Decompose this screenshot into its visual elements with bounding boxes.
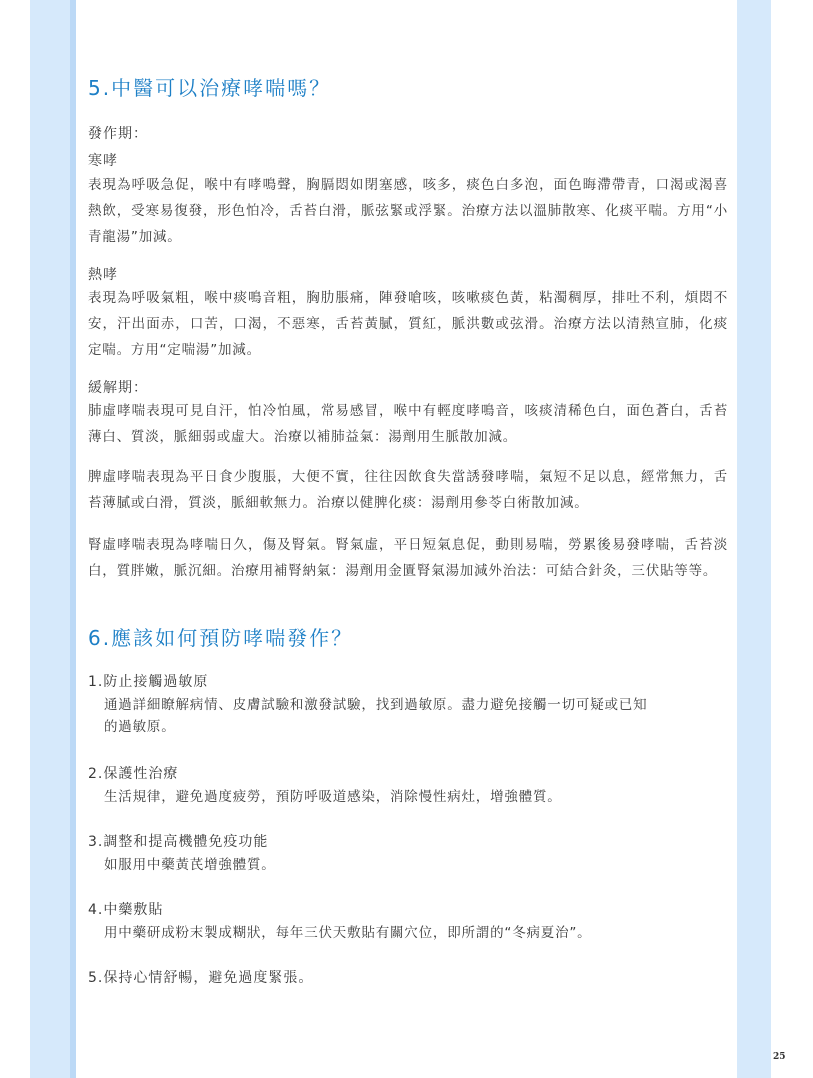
kidney-deficiency-text: 腎虛哮喘表現為哮喘日久，傷及腎氣。腎氣虛，平日短氣息促，動則易喘，勞累後易發哮喘，舌苔淡白，質胖嫩，脈沉細。治療用補腎納氣：湯劑用金匱腎氣湯加減外治法：可結合針灸，三伏貼等等。 [88, 537, 728, 579]
spleen-deficiency-text: 脾虛哮喘表現為平日食少腹脹，大便不實，往往因飲食失當誘發哮喘，氣短不足以息，經常無力，舌苔薄膩或白滑，質淡，脈細軟無力。治療以健脾化痰：湯劑用參苓白術散加減。 [88, 469, 728, 511]
left-margin [0, 0, 30, 1078]
prevention-item-title: 5.保持心情舒暢，避免過度緊張。 [88, 970, 314, 986]
lung-deficiency-text: 肺虛哮喘表現可見自汗，怕冷怕風，常易感冒，喉中有輕度哮鳴音，咳痰清稀色白，面色蒼白，舌苔薄白、質淡，脈細弱或虛大。治療以補肺益氣：湯劑用生脈散加減。 [88, 403, 728, 445]
prevention-item-title: 2.保護性治療 [88, 766, 179, 782]
cold-asthma-text: 表現為呼吸急促，喉中有哮鳴聲，胸膈悶如閉塞感，咳多，痰色白多泡，面色晦滯帶青，口渴或渴喜熱飲，受寒易復發，形色怕冷，舌苔白滑，脈弦緊或浮緊。治療方法以溫肺散寒、化痰平喘。方用“小青龍湯”加減。 [88, 177, 728, 245]
cold-asthma-label: 寒哮 [88, 153, 118, 169]
prevention-item-body-cont: 的過敏原。 [104, 719, 176, 735]
page-number: 25 [773, 1052, 786, 1062]
prevention-item-title: 1.防止接觸過敏原 [88, 674, 209, 690]
heat-asthma-text: 表現為呼吸氣粗，喉中痰鳴音粗，胸肋脹痛，陣發嗆咳，咳嗽痰色黃，粘濁稠厚，排吐不利，煩悶不安，汗出面赤，口苦，口渴，不惡寒，舌苔黃膩，質紅，脈洪數或弦滑。治療方法以清熱宣肺，化痰定喘。方用“定喘湯”加減。 [88, 290, 728, 358]
left-decorative-band [30, 0, 70, 1078]
remission-period-label: 緩解期： [88, 380, 148, 396]
prevention-item-body: 如服用中藥黃芪增強體質。 [104, 857, 276, 873]
heat-asthma-label: 熱哮 [88, 267, 118, 283]
section6-heading: 6.應該如何預防哮喘發作？ [88, 626, 354, 650]
prevention-item-title: 4.中藥敷貼 [88, 902, 164, 918]
prevention-item-title: 3.調整和提高機體免疫功能 [88, 834, 269, 850]
section5-heading: 5.中醫可以治療哮喘嗎？ [88, 76, 332, 100]
prevention-item-body: 用中藥研成粉末製成糊狀，每年三伏天敷貼有關穴位，即所謂的“冬病夏治”。 [104, 925, 592, 941]
left-band-edge [70, 0, 76, 1078]
prevention-item-body: 生活規律，避免過度疲勞，預防呼吸道感染，消除慢性病灶，增強體質。 [104, 789, 562, 805]
attack-period-label: 發作期： [88, 126, 148, 142]
prevention-item-body: 通過詳細瞭解病情、皮膚試驗和激發試驗，找到過敏原。盡力避免接觸一切可疑或已知 [104, 697, 648, 713]
right-decorative-band [737, 0, 771, 1078]
